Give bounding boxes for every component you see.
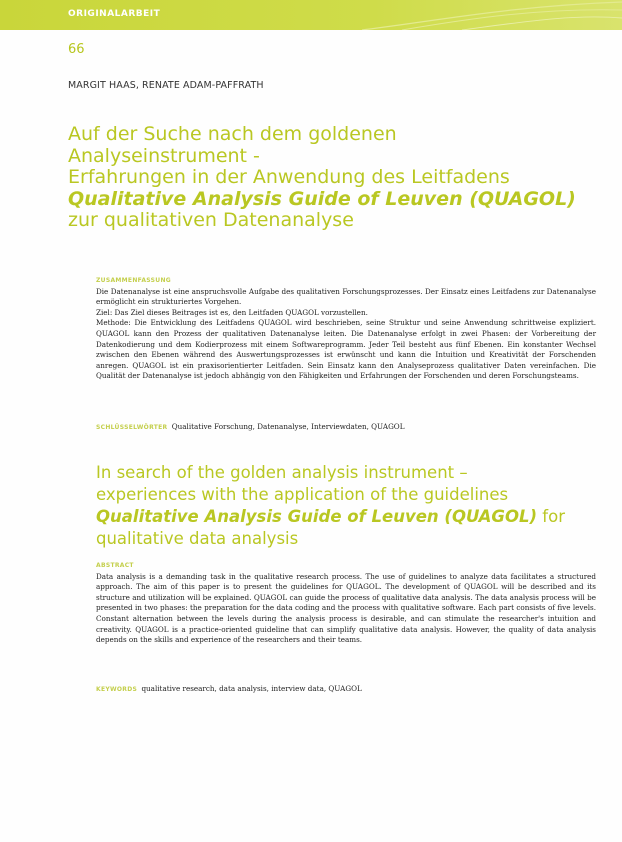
- title-de-line: Erfahrungen in der Anwendung des Leitfadens: [68, 166, 510, 188]
- page-number: 66: [68, 42, 85, 57]
- abstract-de-text: Die Datenanalyse ist eine anspruchsvolle Aufgabe des qualitativen Forschungsprozesses. Der Einsatz eines Leitfadens zur Datenanalyse ermöglicht ein strukturiertes Vorgehen.: [96, 286, 596, 307]
- abstract-de-method: Methode: Die Entwicklung des Leitfadens QUAGOL wird beschrieben, seine Struktur und seine Anwendung schrittweise expliziert. QUAGOL kann den Prozess der qualitativen Datenanalyse leiten. Die Datenanalyse erfolgt in zwei Phasen: der Vorbereitung der Datenkodierung und dem Kodierprozess mit einem Softwareprogramm. Jeder Teil besteht aus fünf Ebenen. Ein konstanter Wechsel zwischen den Ebenen während des Auswertungsprozesses ist erwünscht und kann die Intuition und Kreativität der Forschenden anregen. QUAGOL ist ein praxisorientierter Leitfaden. Sein Einsatz kann den Analyseprozess qualitativer Daten vereinfachen. Die Qualität der Datenanalyse ist jedoch abhängig von den Fähigkeiten und Erfahrungen der Forschenden und deren Forschungsteams.: [96, 318, 596, 381]
- keywords-german: [96, 422, 596, 433]
- title-english: [96, 462, 596, 550]
- title-en-line: In search of the golden analysis instrument –: [96, 463, 468, 482]
- title-de-line: Auf der Suche nach dem goldenen: [68, 123, 397, 145]
- title-german: [68, 124, 588, 232]
- keywords-en-text: qualitative research, data analysis, interview data, QUAGOL: [141, 684, 362, 693]
- abstract-en-heading: ABSTRACT: [96, 562, 134, 569]
- abstract-german: [96, 276, 596, 382]
- section-label: ORIGINALARBEIT: [68, 9, 161, 19]
- keywords-english: [96, 684, 596, 695]
- title-de-line: Analyseinstrument -: [68, 144, 260, 167]
- title-de-line: Qualitative Analysis Guide of Leuven (QUAGOL): [68, 187, 576, 210]
- keywords-de-label: SCHLÜSSELWÖRTER: [96, 424, 168, 431]
- header-banner: [0, 0, 622, 30]
- abstract-en-text: Data analysis is a demanding task in the qualitative research process. The use of guidelines to analyze data facilitates a structured approach. The aim of this paper is to present the guidelines for QUAGOL. The development of QUAGOL will be described and its structure and utilization will be explained. QUAGOL can guide the process of qualitative data analysis. The data analysis process will be presented in two phases: the preparation for the data coding and the process with qualitative software. Each part consists of five levels. Constant alternation between the levels during the analysis process is desirable, and can stimulate the researcher's intuition and creativity. QUAGOL is a practice-oriented guideline that can simplify qualitative data analysis. However, the quality of data analysis depends on the skills and experience of the researchers and their teams.: [96, 571, 596, 645]
- decorative-curves: [362, 0, 622, 30]
- abstract-de-heading: ZUSAMMENFASSUNG: [96, 277, 171, 284]
- keywords-en-label: KEYWORDS: [96, 686, 138, 693]
- authors: MARGIT HAAS, RENATE ADAM-PAFFRATH: [68, 80, 264, 91]
- abstract-english: [96, 561, 596, 646]
- keywords-de-text: Qualitative Forschung, Datenanalyse, Interviewdaten, QUAGOL: [171, 422, 405, 431]
- title-en-for: for: [537, 507, 565, 526]
- abstract-de-aim: Ziel: Das Ziel dieses Beitrages ist es, den Leitfaden QUAGOL vorzustellen.: [96, 307, 368, 317]
- title-en-italic: Qualitative Analysis Guide of Leuven (QUAGOL): [96, 507, 538, 526]
- title-en-line: qualitative data analysis: [96, 529, 299, 548]
- title-de-line: zur qualitativen Datenanalyse: [68, 209, 354, 231]
- title-en-line: experiences with the application of the guidelines: [96, 485, 509, 504]
- title-en-line: [96, 506, 596, 528]
